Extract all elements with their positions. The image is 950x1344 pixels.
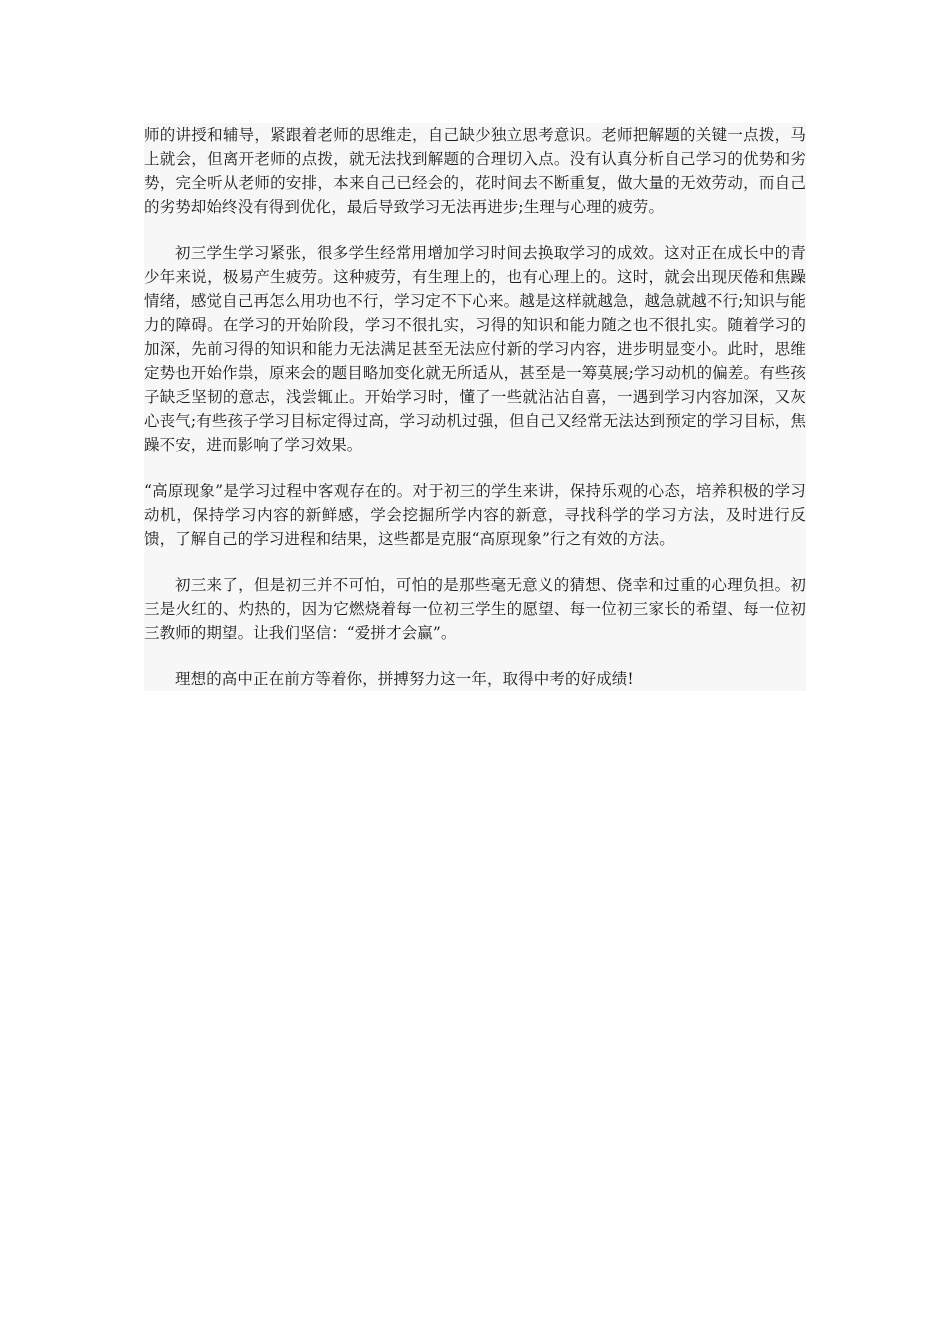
paragraph-4: 初三来了，但是初三并不可怕，可怕的是那些毫无意义的猜想、侥幸和过重的心理负担。初三是火红的、灼热的，因为它燃烧着每一位初三学生的愿望、每一位初三家长的希望、每一位初三教师的期望。让我们坚信：“爱拼才会赢”。 (144, 576, 806, 642)
paragraph-5: 理想的高中正在前方等着你，拼搏努力这一年，取得中考的好成绩! (175, 670, 634, 688)
paragraph-2: 初三学生学习紧张，很多学生经常用增加学习时间去换取学习的成效。这对正在成长中的青少年来说，极易产生疲劳。这种疲劳，有生理上的，也有心理上的。这时，就会出现厌倦和焦躁情绪，感觉自己再怎么用功也不行，学习定不下心来。越是这样就越急，越急就越不行;知识与能力的障碍。在学习的开始阶段，学习不很扎实，习得的知识和能力随之也不很扎实。随着学习的加深，先前习得的知识和能力无法满足甚至无法应付新的学习内容，进步明显变小。此时，思维定势也开始作祟，原来会的题目略加变化就无所适从，甚至是一筹莫展;学习动机的偏差。有些孩子缺乏坚韧的意志，浅尝辄止。开始学习时，懂了一些就沾沾自喜，一遇到学习内容加深，又灰心丧气;有些孩子学习目标定得过高，学习动机过强，但自己又经常无法达到预定的学习目标，焦躁不安，进而影响了学习效果。 (144, 244, 806, 454)
paragraph-3: “高原现象”是学习过程中客观存在的。对于初三的学生来讲，保持乐观的心态，培养积极的学习动机，保持学习内容的新鲜感，学会挖掘所学内容的新意，寻找科学的学习方法，及时进行反馈，了解自己的学习进程和结果，这些都是克服“高原现象”行之有效的方法。 (144, 482, 806, 548)
paragraph-1: 师的讲授和辅导，紧跟着老师的思维走，自己缺少独立思考意识。老师把解题的关键一点拨，马上就会，但离开老师的点拨，就无法找到解题的合理切入点。没有认真分析自己学习的优势和劣势，完全听从老师的安排，本来自己已经会的，花时间去不断重复，做大量的无效劳动，而自己的劣势却始终没有得到优化，最后导致学习无法再进步;生理与心理的疲劳。 (144, 126, 806, 216)
article-text-block (144, 123, 806, 691)
